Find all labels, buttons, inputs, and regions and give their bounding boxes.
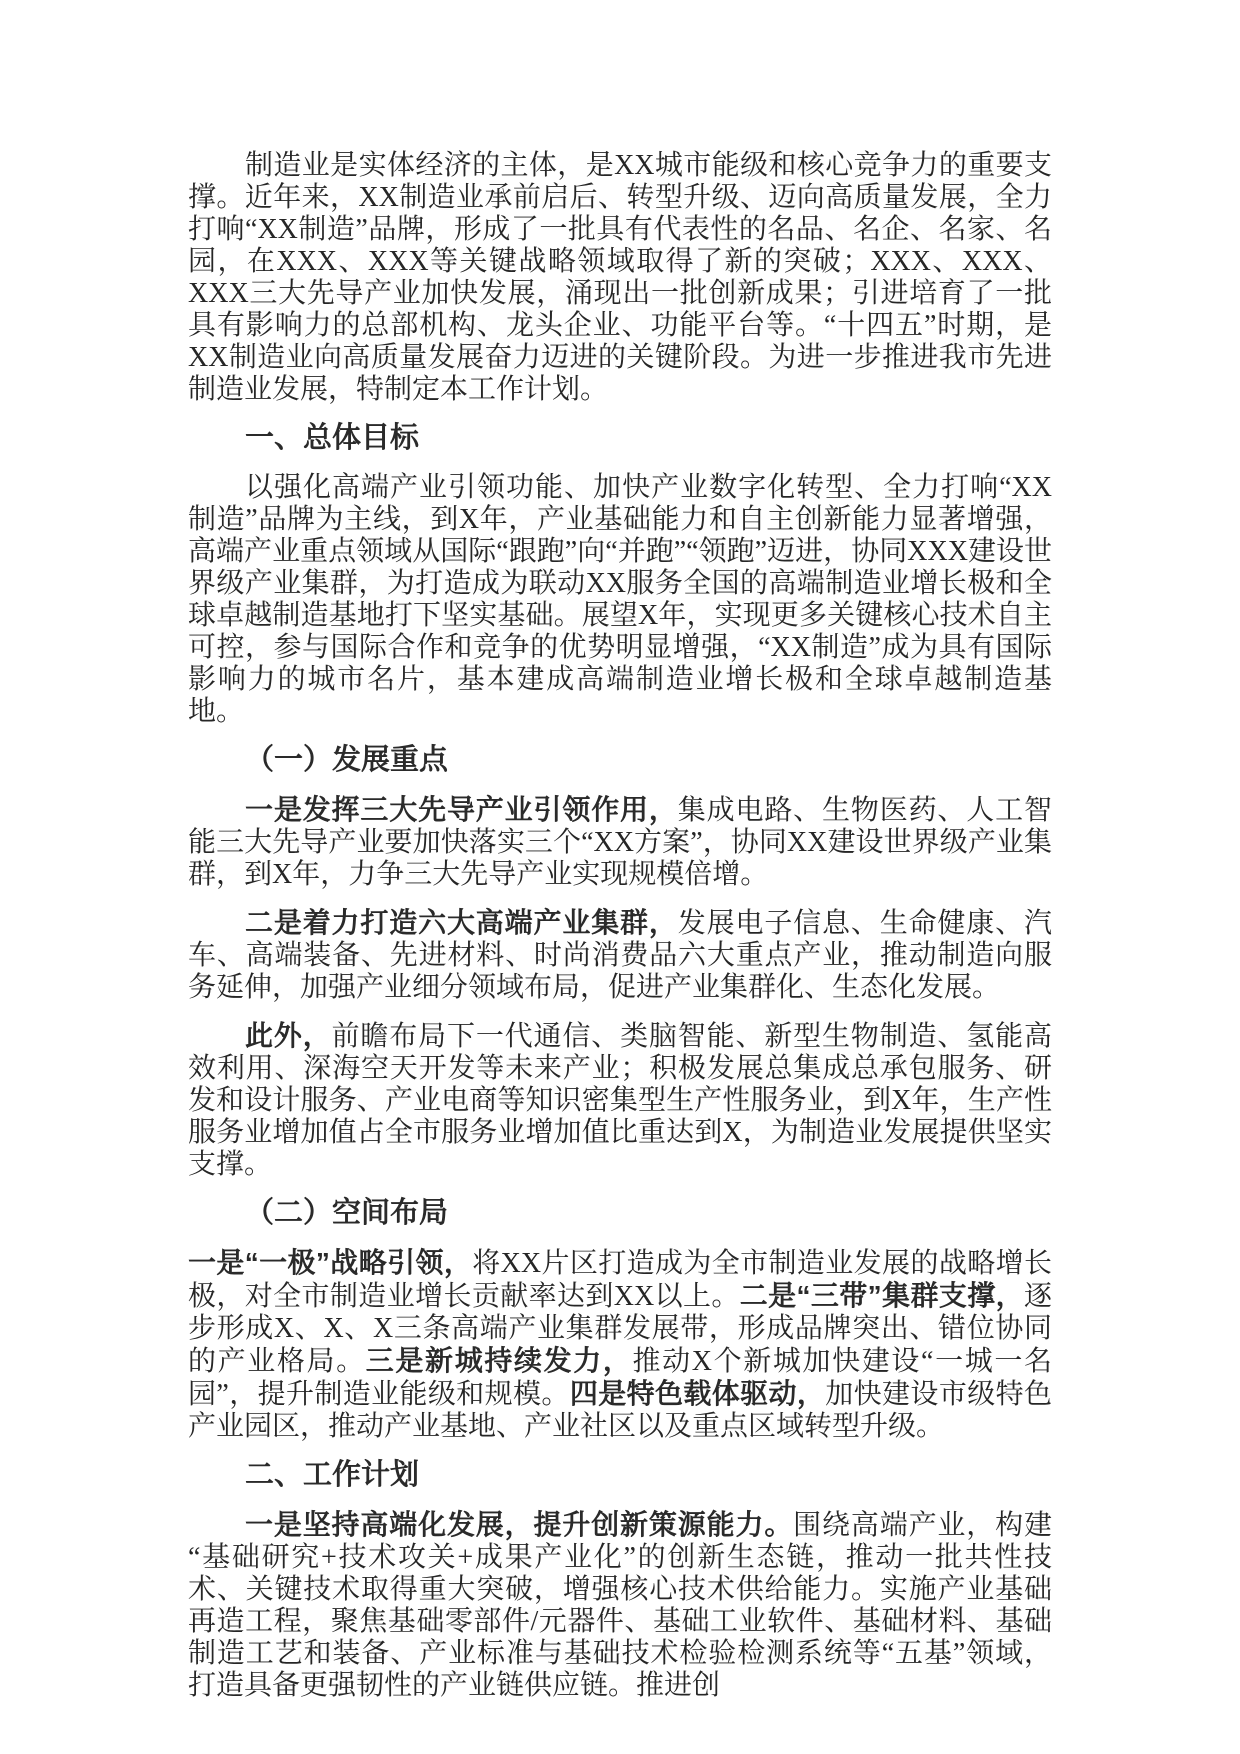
section-heading: 二、工作计划 [245, 1459, 420, 1491]
paragraph [188, 1509, 1052, 1702]
paragraph [188, 472, 1052, 728]
bold-text-run: 二是“三带”集群支撑， [739, 1280, 1024, 1311]
bold-text-run: 三是新城持续发力， [365, 1345, 633, 1376]
text-run: 推动X个新城加快建设“一城一名园”，提升制造业能级和规模。 [188, 1346, 1052, 1410]
paragraph [188, 794, 1052, 891]
text-run: 围绕高端产业，构建“基础研究+技术攻关+成果产业化”的创新生态链，推动一批共性技术、关键技术取得重大突破，增强核心技术供给能力。实施产业基础再造工程，聚焦基础零部件/元器件、基础工业软件、基础材料、基础制造工艺和装备、产业标准与基础技术检验检测系统等“五基”领域，打造具备更强韧性的产业链供应链。推进创 [188, 1510, 1052, 1701]
text-run: 逐步形成X、X、X三条高端产业集群发展带，形成品牌突出、错位协同的产业格局。 [188, 1281, 1052, 1377]
bold-text-run: 一是坚持高端化发展，提升创新策源能力。 [245, 1509, 794, 1540]
paragraph [188, 907, 1052, 1004]
text-run: 前瞻布局下一代通信、类脑智能、新型生物制造、氢能高效利用、深海空天开发等未来产业；积极发展总集成总承包服务、研发和设计服务、产业电商等知识密集型生产性服务业，到X年，生产性服务业增加值占全市服务业增加值比重达到X，为制造业发展提供坚实支撑。 [188, 1021, 1052, 1180]
paragraph [188, 1247, 1052, 1443]
bold-text-run: 一是发挥三大先导产业引领作用， [245, 794, 678, 825]
section-heading: （一）发展重点 [245, 744, 449, 776]
bold-text-run: 一是“一极”战略引领， [188, 1247, 473, 1278]
paragraph [188, 150, 1052, 406]
text-run: 制造业是实体经济的主体，是XX城市能级和核心竞争力的重要支撑。近年来，XX制造业承前启后、转型升级、迈向高质量发展，全力打响“XX制造”品牌，形成了一批具有代表性的名品、名企、名家、名园，在XXX、XXX等关键战略领域取得了新的突破；XXX、XXX、XXX三大先导产业加快发展，涌现出一批创新成果；引进培育了一批具有影响力的总部机构、龙头企业、功能平台等。“十四五”时期，是XX制造业向高质量发展奋力迈进的关键阶段。为进一步推进我市先进制造业发展，特制定本工作计划。 [188, 150, 1052, 405]
paragraph [188, 1020, 1052, 1181]
bold-text-run: 此外， [245, 1020, 332, 1051]
section-heading: 一、总体目标 [245, 422, 420, 454]
bold-text-run: 四是特色载体驱动， [569, 1378, 826, 1409]
text-run: 以强化高端产业引领功能、加快产业数字化转型、全力打响“XX制造”品牌为主线，到X年，产业基础能力和自主创新能力显著增强，高端产业重点领域从国际“跟跑”向“并跑”“领跑”迈进，协同XXX建设世界级产业集群，为打造成为联动XX服务全国的高端制造业增长极和全球卓越制造基地打下坚实基础。展望X年，实现更多关键核心技术自主可控，参与国际合作和竞争的优势明显增强，“XX制造”成为具有国际影响力的城市名片，基本建成高端制造业增长极和全球卓越制造基地。 [188, 472, 1052, 727]
text-run: 发展电子信息、生命健康、汽车、高端装备、先进材料、时尚消费品六大重点产业，推动制造向服务延伸，加强产业细分领域布局，促进产业集群化、生态化发展。 [188, 908, 1052, 1003]
bold-text-run: 二是着力打造六大高端产业集群， [245, 907, 678, 938]
document-body [188, 150, 1052, 1718]
text-run: 将XX片区打造成为全市制造业发展的战略增长极，对全市制造业增长贡献率达到XX以上。 [188, 1248, 1052, 1312]
text-run: 集成电路、生物医药、人工智能三大先导产业要加快落实三个“XX方案”，协同XX建设世界级产业集群，到X年，力争三大先导产业实现规模倍增。 [188, 795, 1052, 890]
text-run: 加快建设市级特色产业园区，推动产业基地、产业社区以及重点区域转型升级。 [188, 1379, 1052, 1442]
section-heading: （二）空间布局 [245, 1197, 449, 1229]
